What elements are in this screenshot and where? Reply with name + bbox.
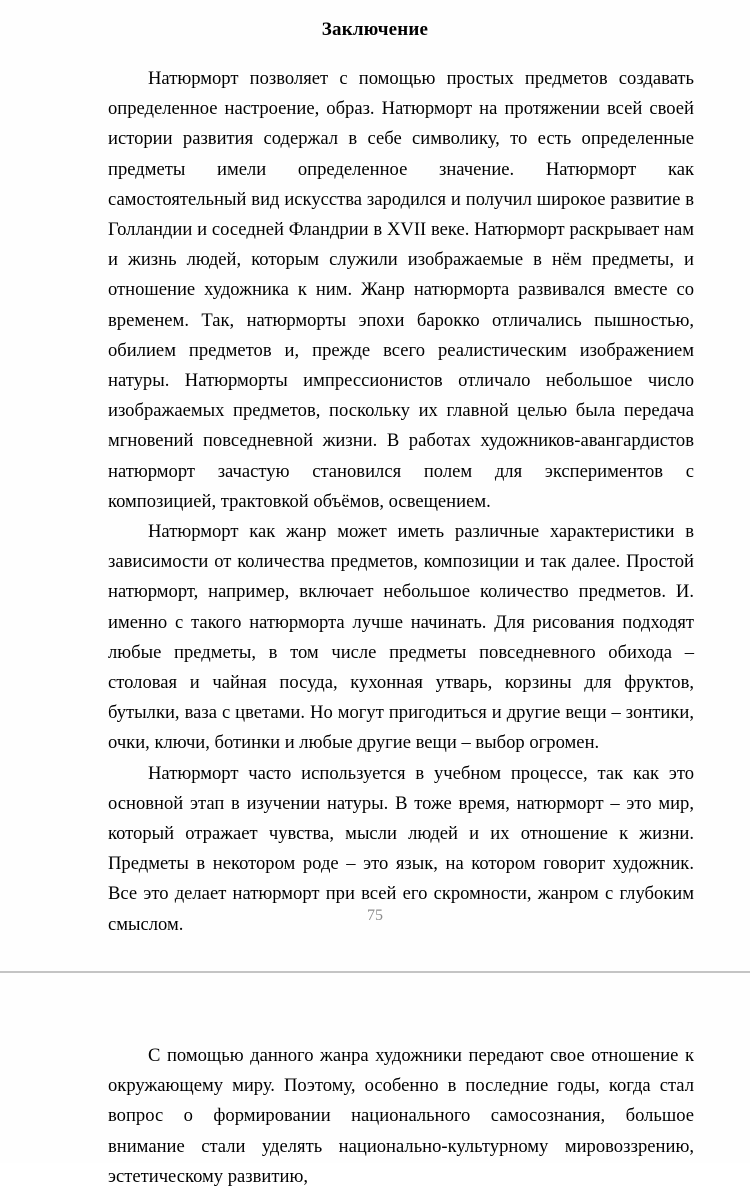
paragraph: Натюрморт позволяет с помощью простых предметов создавать определенное настроение, образ. Натюрморт на протяжении всей своей истории развития содержал в себе символику, то есть определенные предметы имели определенное значение. Натюрморт как самостоятельный вид искусства зародился и получил широкое развитие в Голландии и соседней Фландрии в XVII веке. Натюрморт раскрывает нам и жизнь людей, которым служили изображаемые в нём предметы, и отношение художника к ним. Жанр натюрморта развивался вместе со временем. Так, натюрморты эпохи барокко отличались пышностью, обилием предметов и, прежде всего реалистическим изображением натуры. Натюрморты импрессионистов отличало небольшое число изображаемых предметов, поскольку их главной целью была передача мгновений повседневной жизни. В работах художников-авангардистов натюрморт зачастую становился полем для экспериментов с композицией, трактовкой объёмов, освещением. bbox=[108, 68, 694, 512]
page-title: Заключение bbox=[321, 18, 429, 40]
paragraph: Натюрморт как жанр может иметь различные характеристики в зависимости от количества предметов, композиции и так далее. Простой натюрморт, например, включает небольшое количество предметов. И. именно с такого натюрморта лучше начинать. Для рисования подходят любые предметы, в том числе предметы повседневного обихода – столовая и чайная посуда, кухонная утварь, корзины для фруктов, бутылки, ваза с цветами. Но могут пригодиться и другие вещи – зонтики, очки, ключи, ботинки и любые другие вещи – выбор огромен. bbox=[108, 521, 694, 754]
document-page-2 bbox=[0, 973, 750, 1187]
page-2-text-body bbox=[108, 1041, 694, 1192]
page-number: 75 bbox=[367, 907, 383, 924]
page-1-text-body bbox=[108, 64, 694, 940]
paragraph: С помощью данного жанра художники передают свое отношение к окружающему миру. Поэтому, особенно в последние годы, когда стал вопрос о формировании национального самосознания, большое внимание стали уделять национально-культурному мировоззрению, эстетическому развитию, bbox=[108, 1045, 694, 1187]
paragraph: Натюрморт часто используется в учебном процессе, так как это основной этап в изучении натуры. В тоже время, натюрморт – это мир, который отражает чувства, мысли людей и их отношение к жизни. Предметы в некотором роде – это язык, на котором говорит художник. Все это делает натюрморт при всей его скромности, жанром с глубоким смыслом. bbox=[108, 762, 694, 935]
